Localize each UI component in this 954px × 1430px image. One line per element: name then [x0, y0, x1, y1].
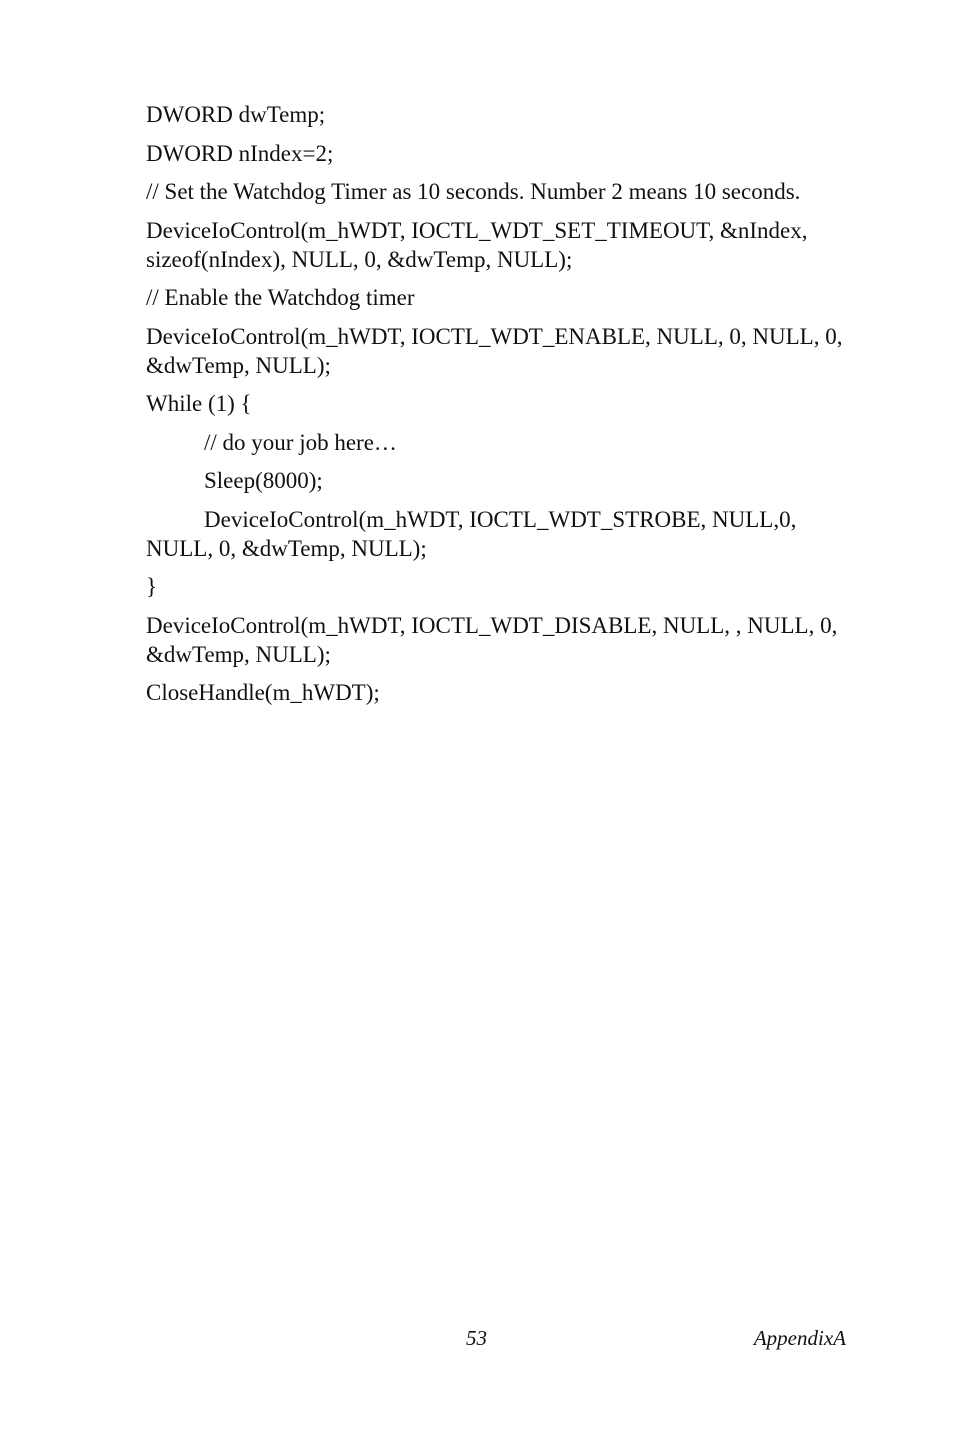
code-line: DeviceIoControl(m_hWDT, IOCTL_WDT_DISABLE, NULL, , NULL, 0, &dwTemp, NULL); [146, 612, 838, 667]
code-line: DeviceIoControl(m_hWDT, IOCTL_WDT_SET_TIMEOUT, &nIndex, sizeof(nIndex), NULL, 0, &dwTemp, NULL); [146, 217, 808, 272]
code-line: DeviceIoControl(m_hWDT, IOCTL_WDT_ENABLE, NULL, 0, NULL, 0, &dwTemp, NULL); [146, 323, 843, 378]
code-line: } [146, 574, 158, 599]
page-footer [0, 1326, 954, 1356]
code-line: Sleep(8000); [204, 468, 323, 493]
section-label: AppendixA [753, 1326, 846, 1350]
code-line: DWORD dwTemp; [146, 102, 326, 127]
code-comment: // Enable the Watchdog timer [146, 285, 415, 310]
code-line: CloseHandle(m_hWDT); [146, 680, 380, 705]
page-number: 53 [466, 1326, 487, 1350]
code-comment: // Set the Watchdog Timer as 10 seconds. Number 2 means 10 seconds. [146, 179, 801, 204]
code-line: DeviceIoControl(m_hWDT, IOCTL_WDT_STROBE, NULL,0, NULL, 0, &dwTemp, NULL); [146, 506, 797, 561]
code-line: DWORD nIndex=2; [146, 140, 334, 166]
code-comment: // do your job here… [204, 429, 397, 455]
code-listing [146, 100, 856, 717]
code-line: While (1) { [146, 391, 252, 416]
